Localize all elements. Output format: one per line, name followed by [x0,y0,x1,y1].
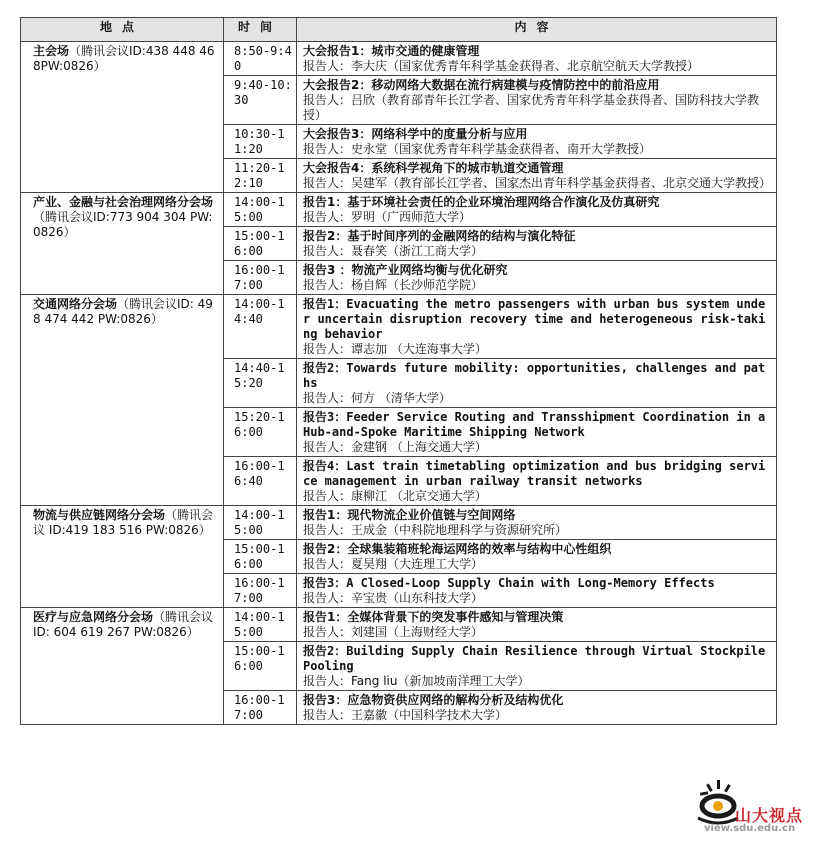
talk-reporter: 报告人：李大庆（国家优秀青年科学基金获得者、北京航空航天大学教授） [303,59,700,73]
watermark-text: 山大视点 [735,806,804,825]
talk-content-cell [297,227,777,261]
session-location-cell [21,506,224,608]
talk-content-cell [297,408,777,457]
talk-content-cell [297,295,777,359]
header-row [21,18,777,42]
talk-time: 15:00-16:00 [224,227,297,261]
schedule-body [21,42,777,725]
talk-reporter: 报告人：夏昊翔（大连理工大学） [303,557,484,571]
schedule-row [21,42,777,76]
talk-reporter: 报告人：聂春笑（浙江工商大学） [303,244,484,258]
talk-time: 16:00-16:40 [224,457,297,506]
talk-time: 14:00-15:00 [224,608,297,642]
talk-content-cell [297,42,777,76]
talk-title: 报告3 ：物流产业网络均衡与优化研究 [303,263,508,277]
talk-title: 大会报告4：系统科学视角下的城市轨道交通管理 [303,161,564,175]
talk-title: 大会报告1：城市交通的健康管理 [303,44,480,58]
talk-reporter: 报告人：史永堂（国家优秀青年科学基金获得者、南开大学教授） [303,142,652,156]
talk-time: 14:40-15:20 [224,359,297,408]
talk-reporter: 报告人：辛宝贵（山东科技大学） [303,591,484,605]
talk-reporter: 报告人：康柳江 （北京交通大学） [303,489,487,503]
talk-title: 报告2：Towards future mobility: opportunities, challenges and paths [303,361,766,390]
talk-content-cell [297,506,777,540]
talk-content-cell [297,76,777,125]
talk-reporter: 报告人：金建钢 （上海交通大学） [303,440,487,454]
session-location-cell [21,608,224,725]
schedule-row [21,193,777,227]
header-content: 内容 [297,18,777,42]
session-name: 交通网络分会场 [33,297,118,311]
talk-reporter: 报告人：吕欣（教育部青年长江学者、国家优秀青年科学基金获得者、国防科技大学教授） [303,93,760,122]
talk-content-cell [297,261,777,295]
talk-content-cell [297,642,777,691]
schedule-table [20,17,777,725]
session-location-cell [21,295,224,506]
talk-time: 14:00-15:00 [224,506,297,540]
talk-title: 报告2：基于时间序列的金融网络的结构与演化特征 [303,229,576,243]
talk-time: 10:30-11:20 [224,125,297,159]
talk-time: 16:00-17:00 [224,261,297,295]
header-location: 地点 [21,18,224,42]
talk-reporter: 报告人：何方 （清华大学） [303,391,451,405]
talk-time: 15:20-16:00 [224,408,297,457]
session-name: 医疗与应急网络分会场 [33,610,154,624]
watermark-url: view.sdu.edu.cn [704,823,796,834]
talk-reporter: 报告人：吴建军（教育部长江学者、国家杰出青年科学基金获得者、北京交通大学教授） [303,176,772,190]
talk-time: 14:00-14:40 [224,295,297,359]
talk-time: 11:20-12:10 [224,159,297,193]
talk-title: 报告2：全球集装箱班轮海运网络的效率与结构中心性组织 [303,542,612,556]
talk-title: 报告1：全媒体背景下的突发事件感知与管理决策 [303,610,564,624]
talk-time: 15:00-16:00 [224,642,297,691]
talk-time: 8:50-9:40 [224,42,297,76]
talk-content-cell [297,159,777,193]
session-meeting-id: （腾讯会议ID:773 904 304 PW:0826） [33,210,213,239]
talk-content-cell [297,691,777,725]
talk-title: 报告1：现代物流企业价值链与空间网络 [303,508,516,522]
talk-title: 大会报告3：网络科学中的度量分析与应用 [303,127,528,141]
talk-reporter: 报告人：王成金（中科院地理科学与资源研究所） [303,523,568,537]
talk-content-cell [297,608,777,642]
talk-title: 报告1：Evacuating the metro passengers with urban bus system under uncertain disruption recovery time and heterogeneous risk-taking behavior [303,297,766,341]
talk-title: 报告2：Building Supply Chain Resilience through Virtual Stockpile Pooling [303,644,766,673]
talk-title: 报告3：Feeder Service Routing and Transshipment Coordination in a Hub-and-Spoke Maritime Shipping Network [303,410,766,439]
session-location-cell [21,42,224,193]
talk-time: 16:00-17:00 [224,574,297,608]
talk-title: 报告1：基于环境社会责任的企业环境治理网络合作演化及仿真研究 [303,195,660,209]
talk-reporter: 报告人：王嘉徽（中国科学技术大学） [303,708,508,722]
talk-title: 报告4：Last train timetabling optimization and bus bridging service management in urban railway transit networks [303,459,766,488]
session-meeting-id: （腾讯会议ID:438 448 468PW:0826） [33,44,215,73]
talk-title: 报告3：A Closed-Loop Supply Chain with Long-Memory Effects [303,576,715,590]
session-meeting-id: （腾讯会议ID: 498 474 442 PW:0826） [33,297,213,326]
talk-reporter: 报告人：杨自辉（长沙师范学院） [303,278,484,292]
session-name: 物流与供应链网络分会场 [33,508,166,522]
schedule-row [21,295,777,359]
talk-title: 大会报告2：移动网络大数据在流行病建模与疫情防控中的前沿应用 [303,78,660,92]
talk-time: 15:00-16:00 [224,540,297,574]
talk-reporter: 报告人：谭志加 （大连海事大学） [303,342,487,356]
session-location-cell [21,193,224,295]
talk-content-cell [297,574,777,608]
talk-time: 14:00-15:00 [224,193,297,227]
talk-time: 16:00-17:00 [224,691,297,725]
schedule-row [21,506,777,540]
talk-time: 9:40-10:30 [224,76,297,125]
talk-content-cell [297,540,777,574]
schedule-row [21,608,777,642]
talk-content-cell [297,457,777,506]
session-name: 主会场 [33,44,70,58]
talk-content-cell [297,359,777,408]
talk-reporter: 报告人：罗明（广西师范大学） [303,210,472,224]
talk-reporter: 报告人：刘建国（上海财经大学） [303,625,484,639]
header-time: 时间 [224,18,297,42]
talk-title: 报告3：应急物资供应网络的解构分析及结构优化 [303,693,564,707]
talk-content-cell [297,125,777,159]
session-meeting-id: （腾讯会议 ID:419 183 516 PW:0826） [33,508,214,537]
talk-content-cell [297,193,777,227]
session-meeting-id: （腾讯会议 ID: 604 619 267 PW:0826） [33,610,214,639]
session-name: 产业、金融与社会治理网络分会场 [33,195,214,209]
talk-reporter: 报告人：Fang liu（新加坡南洋理工大学） [303,674,530,688]
